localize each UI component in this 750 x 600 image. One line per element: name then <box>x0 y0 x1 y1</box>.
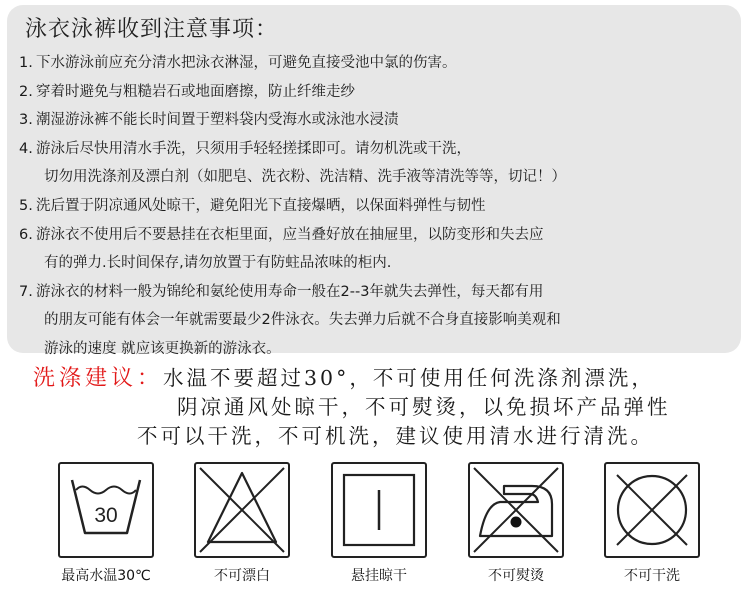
line-text: 洗后置于阴凉通风处晾干，避免阳光下直接爆晒，以保面料弹性与韧性 <box>36 197 486 214</box>
line-text: 穿着时避免与粗糙岩石或地面磨擦，防止纤维走纱 <box>36 83 355 100</box>
advice-row-2: 阴凉通风处晾干，不可熨烫，以免损坏产品弹性 <box>177 395 671 419</box>
line-text: 下水游泳前应充分清水把泳衣淋湿，可避免直接受池中氯的伤害。 <box>36 55 457 71</box>
line-text: 的朋友可能有体会一年就需要最少2件泳衣。失去弹力后就不合身直接影响美观和 <box>44 312 561 329</box>
wash-30-icon <box>58 462 154 558</box>
wash-temperature: 30 <box>94 504 118 527</box>
notice-line <box>19 192 739 221</box>
line-text: 游泳后尽快用清水手洗，只须用手轻轻搓揉即可。请勿机洗或干洗， <box>36 140 471 157</box>
notice-line-continuation <box>19 249 739 278</box>
notice-list <box>19 49 739 364</box>
advice-text: 水温不要超过30°，不可使用任何洗涤剂漂洗， <box>163 366 655 390</box>
advice-label: 洗涤建议： <box>33 366 164 391</box>
care-label-hang-dry: 悬挂晾干 <box>351 568 407 584</box>
notice-line <box>19 278 739 307</box>
line-text: 切勿用洗涤剂及漂白剂（如肥皂、洗衣粉、洗洁精、洗手液等清洗等等，切记！） <box>44 169 566 186</box>
line-number: 5. <box>19 197 33 214</box>
line-number: 7. <box>19 283 33 300</box>
notice-line <box>19 106 739 135</box>
washing-advice <box>0 355 750 450</box>
no-dry-clean-icon <box>604 462 700 558</box>
notice-line <box>19 49 739 78</box>
care-label-no-dry-clean: 不可干洗 <box>624 568 680 584</box>
advice-row-3: 不可以干洗，不可机洗，建议使用清水进行清洗。 <box>137 424 654 448</box>
line-number: 2. <box>19 83 33 100</box>
care-label-wash: 最高水温30℃ <box>61 568 151 584</box>
hang-dry-icon <box>331 462 427 558</box>
line-text: 有的弹力.长时间保存,请勿放置于有防蛀品浓味的柜内. <box>44 255 392 272</box>
line-number: 4. <box>19 140 33 157</box>
notice-line <box>19 78 739 107</box>
notice-line-continuation <box>19 163 739 192</box>
line-text: 游泳衣的材料一般为锦纶和氨纶使用寿命一般在2--3年就失去弹性，每天都有用 <box>36 283 544 300</box>
line-number: 6. <box>19 226 33 243</box>
line-number: 3. <box>19 112 33 129</box>
line-text: 潮湿游泳裤不能长时间置于塑料袋内受海水或泳池水浸渍 <box>36 112 399 129</box>
notice-line-continuation <box>19 306 739 335</box>
panel-title: 泳衣泳裤收到注意事项： <box>25 17 279 42</box>
no-bleach-icon <box>194 462 290 558</box>
line-text: 游泳的速度 就应该更换新的游泳衣。 <box>44 340 281 357</box>
line-number: 1. <box>19 55 33 71</box>
no-iron-icon <box>468 462 564 558</box>
care-label-no-bleach: 不可漂白 <box>214 568 270 584</box>
care-notice-panel <box>7 5 741 357</box>
notice-line <box>19 221 739 250</box>
notice-line <box>19 135 739 164</box>
line-text: 游泳衣不使用后不要悬挂在衣柜里面，应当叠好放在抽屉里，以防变形和失去应 <box>36 226 544 243</box>
advice-row-1 <box>33 361 655 392</box>
care-label-no-iron: 不可熨烫 <box>488 568 544 584</box>
